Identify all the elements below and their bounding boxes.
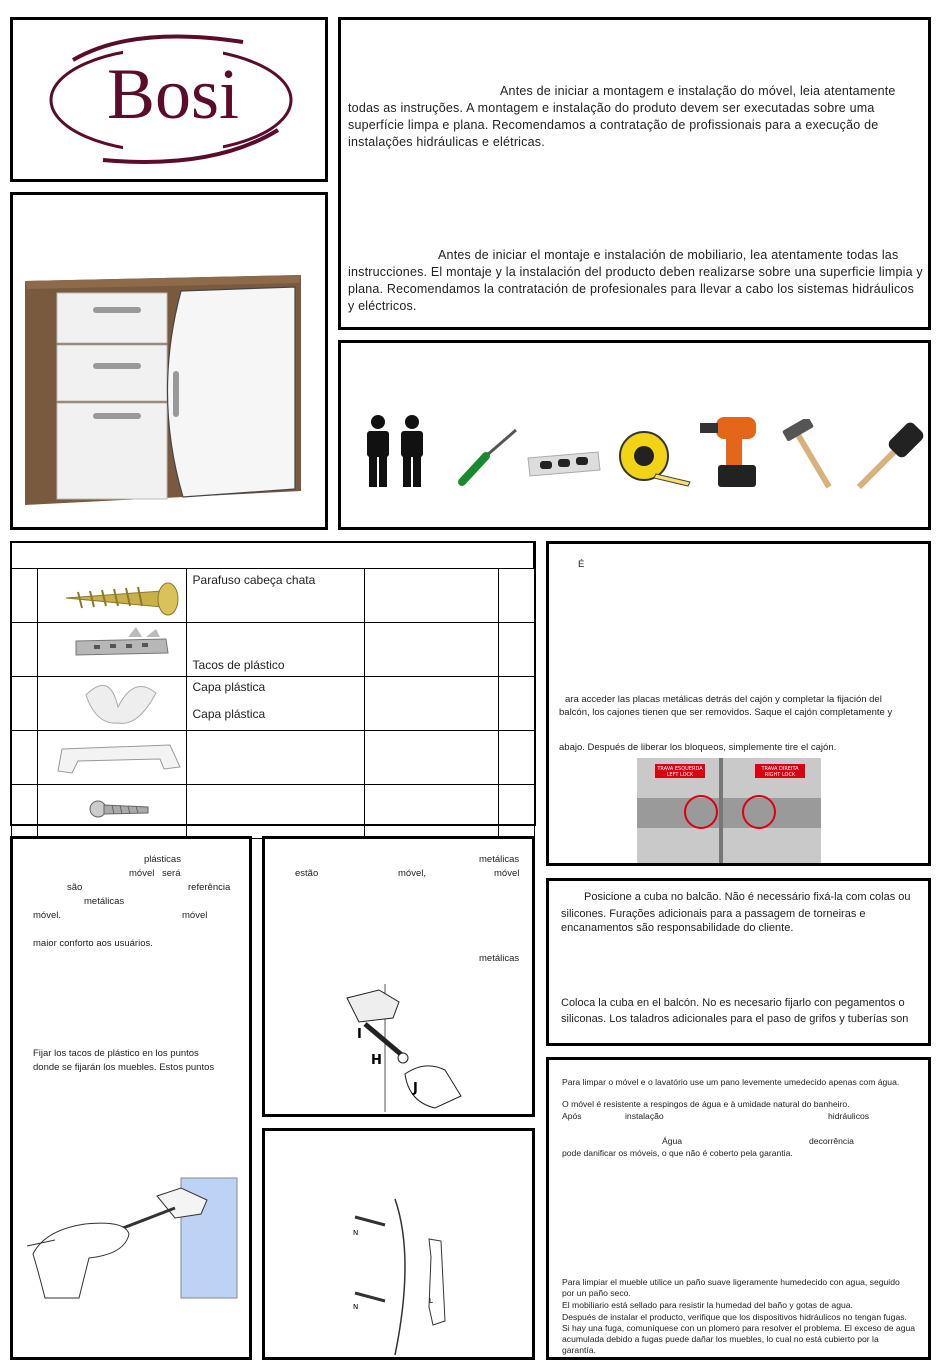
label-h: H (371, 1053, 382, 1068)
table-row (11, 730, 534, 784)
drawer-letter: É (578, 559, 585, 570)
sink-pt-line-3: encanamentos são responsabilidade do cliente. (561, 922, 794, 934)
handle-icon (38, 731, 186, 781)
bracket-word: estão (295, 868, 319, 879)
drawer-panel (546, 541, 931, 866)
cabinet-illustration (13, 195, 325, 527)
care-pt-line: O móvel é resistente a respingos de água e à umidade natural do banheiro. (562, 1099, 850, 1109)
care-es-line: Para limpiar el mueble utilice un paño suave ligeramente humedecido con agua, seguido (562, 1277, 900, 1287)
bracket-word: móvel, (398, 868, 426, 879)
label-j: J (413, 1081, 418, 1096)
wall-word: metálicas (84, 896, 125, 907)
part-image-cell (37, 568, 186, 622)
two-people-icon (361, 415, 431, 487)
machine-screw-icon (38, 785, 186, 835)
screwdriver-icon (456, 428, 521, 488)
bracket-illustration (335, 984, 475, 1114)
wall-word: será (162, 868, 181, 879)
wall-word: são (67, 882, 83, 893)
care-es-line: Después de instalar el producto, verifique que los dispositivos hidráulicos no tengan fugas. (562, 1312, 907, 1322)
wall-word: móvel (129, 868, 155, 879)
care-pt-word: Após (562, 1111, 582, 1121)
plastic-cap-icon (38, 677, 186, 727)
logo-text: Bosi (106, 54, 240, 134)
intro-es-text: Antes de iniciar el montaje e instalación de mobiliario, lea atentamente todas las instrucciones. El montaje y la instalación del producto deben realizarse sobre una superficie limpia y plana. Recomendamos la contratación de profesionales para llevar a cabo los sistemas hidráulicos y eléctricos. (348, 248, 923, 313)
drawer-line-2: balcón, los cajones tienen que ser removidos. Saque el cajón completamente y (559, 707, 893, 718)
label-i: I (357, 1027, 362, 1042)
part-label: Capa plástica (192, 679, 266, 694)
parts-table (10, 541, 535, 839)
plastic-anchor-icon (38, 623, 186, 673)
care-es-line: El mobiliario está sellado para resistir la humedad del baño y gotas de agua. (562, 1300, 853, 1310)
product-image-panel (10, 192, 328, 530)
care-pt-line: Para limpar o móvel e o lavatório use um pano levemente umedecido apenas com água. (562, 1077, 900, 1087)
wall-es-line-2: donde se fijarán los muebles. Estos puntos (33, 1062, 215, 1073)
bracket-panel (262, 836, 535, 1117)
intro-panel (338, 17, 931, 330)
drawer-line-3: abajo. Después de liberar los bloqueos, simplemente tire el cajón. (559, 742, 837, 753)
table-row (11, 676, 534, 730)
intro-pt-text: Antes de iniciar a montagem e instalação do móvel, leia atentamente todas as instruções. A montagem e instalação do produto devem ser executadas sobre uma superfície limpa e plana. Recomendamos a contratação de profissionais para a execução de instalações hidráulicas e elétricas. (348, 84, 896, 149)
drill-icon (696, 411, 766, 491)
wall-line: maior conforto aos usuários. (33, 938, 153, 949)
hammer-icon (781, 419, 841, 491)
bracket-word: móvel (494, 868, 520, 879)
wall-fixing-panel (10, 836, 252, 1360)
table-row (11, 784, 534, 838)
table-row (11, 568, 534, 622)
mallet-icon (853, 419, 925, 491)
wall-word: móvel. (33, 910, 61, 921)
care-pt-word: Água (662, 1136, 683, 1146)
sink-es-line-1: Coloca la cuba en el balcón. No es necesario fijarlo con pegamentos o (561, 997, 905, 1009)
right-lock-label: TRAVA DIREITA (761, 766, 799, 772)
wall-word: móvel (182, 910, 208, 921)
sink-panel (546, 878, 931, 1046)
parts-table-header (11, 542, 534, 568)
sink-es-line-2: siliconas. Los taladros adicionales para el paso de grifos y tuberías son (561, 1013, 909, 1025)
table-row (11, 622, 534, 676)
care-pt-word: decorrência (809, 1136, 854, 1146)
label-n-1: N (353, 1229, 359, 1237)
part-label-2: Capa plástica (192, 706, 266, 721)
label-l: L (429, 1297, 433, 1305)
sink-pt-line-1: Posicione a cuba no balcão. Não é necessário fixá-la com colas ou (584, 891, 911, 903)
tools-panel (338, 340, 931, 530)
drawer-line-1: ara acceder las placas metálicas detrás del cajón y completar la fijación del (565, 694, 882, 705)
sink-pt-line-2: silicones. Furações adicionais para a passagem de torneiras e (561, 908, 866, 920)
care-es-line: acumulada debido a fugas puede dañar los muebles, lo cual no está cubierto por la (562, 1334, 879, 1344)
handle-panel (262, 1128, 535, 1360)
bracket-word: metálicas (479, 854, 520, 865)
wall-es-line-1: Fijar los tacos de plástico en los puntos (33, 1048, 199, 1059)
care-panel (546, 1057, 931, 1360)
left-lock-label: TRAVA ESQUERDA (657, 766, 703, 772)
level-icon (526, 448, 601, 478)
label-n-2: N (353, 1303, 359, 1311)
care-es-line: garantía. (562, 1345, 596, 1355)
wood-screw-icon (38, 569, 186, 619)
care-pt-word: instalação (625, 1111, 664, 1121)
drawer-lock-photo (637, 758, 821, 864)
care-pt-line: pode danificar os móveis, o que não é coberto pela garantia. (562, 1148, 793, 1158)
part-label: Tacos de plástico (192, 657, 285, 672)
care-es-line: Si hay una fuga, comuníquese con un plomero para resolver el problema. El exceso de agua (562, 1323, 916, 1333)
svg-text:RIGHT LOCK: RIGHT LOCK (764, 772, 796, 778)
bosi-logo (13, 20, 325, 179)
drill-wall-illustration (25, 1174, 245, 1299)
care-es-line: por un paño seco. (562, 1288, 631, 1298)
svg-text:LEFT LOCK: LEFT LOCK (666, 772, 694, 778)
wall-word: plásticas (144, 854, 181, 865)
logo-panel (10, 17, 328, 182)
wall-word: referência (188, 882, 231, 893)
bracket-word: metálicas (479, 953, 520, 964)
handle-illustration (345, 1197, 475, 1357)
tape-measure-icon (616, 428, 691, 488)
part-label: Parafuso cabeça chata (192, 572, 316, 587)
care-pt-word: hidráulicos (828, 1111, 870, 1121)
